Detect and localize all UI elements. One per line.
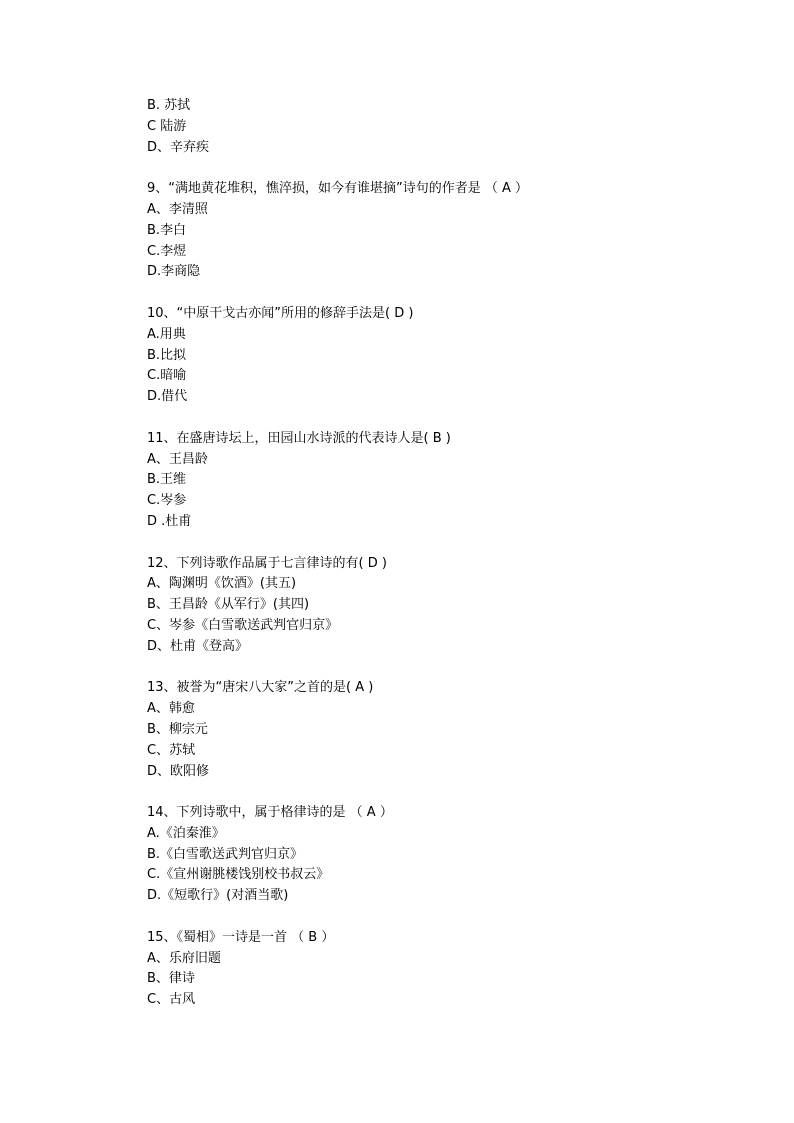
option-line: C、岑参《白雪歌送武判官归京》	[147, 617, 339, 633]
option-line: C.《宣州谢朓楼饯别校书叔云》	[147, 867, 330, 883]
question-12	[147, 554, 707, 658]
question-stem: 14、下列诗歌中，属于格律诗的是 （ A ）	[147, 805, 393, 821]
question-stem: 9、“满地黄花堆积，憔淬损，如今有谁堪摘”诗句的作者是 （ A ）	[147, 181, 529, 197]
question-stem: 12、下列诗歌作品属于七言律诗的有( D )	[147, 555, 387, 571]
option-line: A、李清照	[147, 201, 208, 217]
question-10	[147, 304, 707, 408]
option-line: C 陆游	[147, 118, 187, 134]
option-line: B、柳宗元	[147, 721, 208, 737]
option-line: D .杜甫	[147, 513, 192, 529]
question-15	[147, 928, 707, 1011]
question-13	[147, 678, 707, 782]
option-line: A、陶渊明《饮酒》(其五)	[147, 576, 297, 592]
option-line: A、王昌龄	[147, 451, 208, 467]
question-stem: 10、“中原干戈古亦闻”所用的修辞手法是( D )	[147, 305, 414, 321]
option-line: D、杜甫《登高》	[147, 638, 249, 654]
option-line: A.用典	[147, 326, 186, 342]
question-stem: 11、在盛唐诗坛上，田园山水诗派的代表诗人是( B )	[147, 430, 451, 446]
spacer	[147, 408, 707, 429]
option-line: A、韩愈	[147, 701, 195, 717]
option-line: A、乐府旧题	[147, 950, 221, 966]
option-line: B.比拟	[147, 347, 187, 363]
option-line: D.借代	[147, 389, 188, 405]
option-line: C.李煜	[147, 243, 187, 259]
question-stem: 15、《蜀相》一诗是一首 （ B ）	[147, 929, 335, 945]
spacer	[147, 658, 707, 679]
option-line: B、王昌龄《从军行》(其四)	[147, 597, 310, 613]
spacer	[147, 283, 707, 304]
question-8-options	[147, 96, 707, 158]
option-line: B.王维	[147, 472, 187, 488]
option-line: B、律诗	[147, 971, 195, 987]
option-line: D、欧阳修	[147, 763, 210, 779]
option-line: D.《短歌行》(对酒当歌)	[147, 888, 289, 904]
option-line: C、苏轼	[147, 742, 196, 758]
option-line: C.岑参	[147, 493, 187, 509]
question-11	[147, 429, 707, 533]
option-line: D.李商隐	[147, 264, 201, 280]
question-9	[147, 179, 707, 283]
option-line: B.李白	[147, 222, 187, 238]
spacer	[147, 782, 707, 803]
option-line: A.《泊秦淮》	[147, 825, 225, 841]
spacer	[147, 158, 707, 179]
option-line: B. 苏拭	[147, 98, 191, 113]
question-14	[147, 803, 707, 907]
option-line: C、古风	[147, 992, 196, 1008]
spacer	[147, 907, 707, 928]
option-line: C.暗喻	[147, 368, 187, 384]
question-stem: 13、被誉为“唐宋八大家”之首的是( A )	[147, 680, 374, 696]
option-line: D、辛弃疾	[147, 139, 210, 155]
document-body	[147, 96, 707, 1011]
spacer	[147, 533, 707, 554]
option-line: B.《白雪歌送武判官归京》	[147, 846, 304, 862]
